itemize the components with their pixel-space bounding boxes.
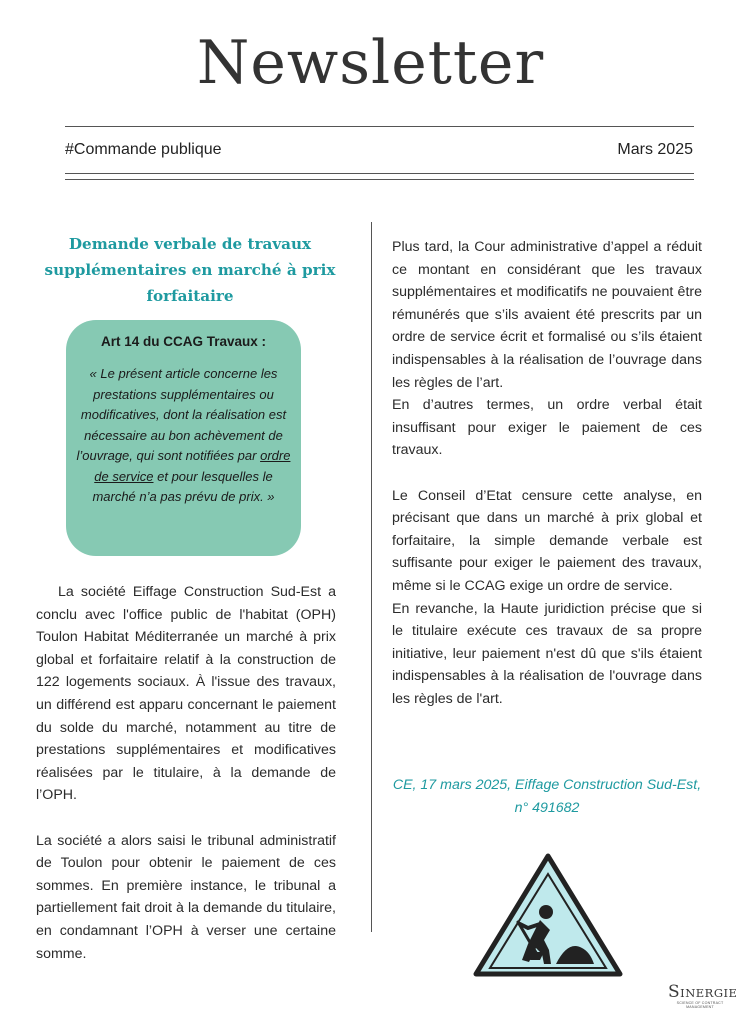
- quote-title: Art 14 du CCAG Travaux :: [100, 334, 267, 349]
- logo-wordmark: SINERGIE: [668, 982, 738, 1002]
- paragraph-appeal: Plus tard, la Cour administrative d’appel a réduit ce montant en considérant que les travaux supplémentaires et modificatifs ne pouvaient être rémunérés que s’ils avaient été prescrits par un ordre de service écrit et formalisé ou s’ils étaient indispensables à la réalisation de l’ouvrage dans les règles de l’art.: [392, 239, 702, 391]
- logo-tagline: SCIENCE OF CONTRACT MANAGEMENT: [676, 1001, 724, 1009]
- quote-text: [76, 364, 291, 508]
- paragraph-verbal-order: En d’autres termes, un ordre verbal était insuffisant pour exiger le paiement de ces travaux.: [392, 397, 702, 459]
- left-column-body: [36, 581, 336, 965]
- paragraph-haute-juridiction: En revanche, la Haute juridiction précise que si le titulaire exécute ces travaux de sa propre initiative, leur paiement n'est dû que s'ils étaient indispensables à la réalisation de l'ouvrage dans les règles de l'art.: [392, 600, 702, 707]
- roadworks-warning-icon: [470, 848, 626, 987]
- right-column-body: [392, 236, 702, 710]
- category-tag: #Commande publique: [65, 141, 222, 158]
- paragraph-contract: La société Eiffage Construction Sud-Est a conclu avec l'office public de l'habitat (OPH) Toulon Habitat Méditerranée un marché à prix global et forfaitaire relatif à la construction de 122 logements sociaux. À l'issue des travaux, un différend est apparu concernant le paiement du solde du marché, notamment au titre de prestations supplémentaires et modificatives réalisées par le titulaire, à la demande de l’OPH.: [36, 584, 336, 804]
- paragraph-conseil-etat: Le Conseil d’Etat censure cette analyse, en précisant que dans un marché à prix global et forfaitaire, la simple demande verbale est suffisante pour exiger le paiement des travaux, même si le CCAG exige un ordre de service.: [392, 487, 702, 594]
- quote-underlined-term: ordre de service: [94, 448, 291, 484]
- header-rule-bottom: [65, 179, 694, 180]
- quote-text-start: « Le présent article concerne les prestations supplémentaires ou modificatives, dont la réalisation est nécessaire au bon achèvement de l’ouvrage, qui sont notifiées par: [76, 366, 287, 463]
- header-rule-top: [65, 126, 694, 127]
- ccag-quote-box: [66, 320, 301, 556]
- newsletter-title: Newsletter: [196, 28, 545, 98]
- quote-text-end: et pour lesquelles le marché n’a pas prévu de prix. »: [92, 468, 275, 504]
- column-divider: [371, 222, 372, 932]
- issue-date: Mars 2025: [617, 141, 693, 158]
- paragraph-tribunal: La société a alors saisi le tribunal administratif de Toulon pour obtenir le paiement de ces sommes. En première instance, le tribunal a partiellement fait droit à la demande du titulaire, en condamnant l’OPH à verser une certaine somme.: [36, 832, 336, 962]
- article-heading: Demande verbale de travaux supplémentaires en marché à prix forfaitaire: [44, 235, 336, 305]
- header-rule-middle: [65, 173, 694, 174]
- case-citation: CE, 17 mars 2025, Eiffage Construction Sud-Est, n° 491682: [392, 777, 702, 816]
- sinergie-logo: [668, 982, 738, 1009]
